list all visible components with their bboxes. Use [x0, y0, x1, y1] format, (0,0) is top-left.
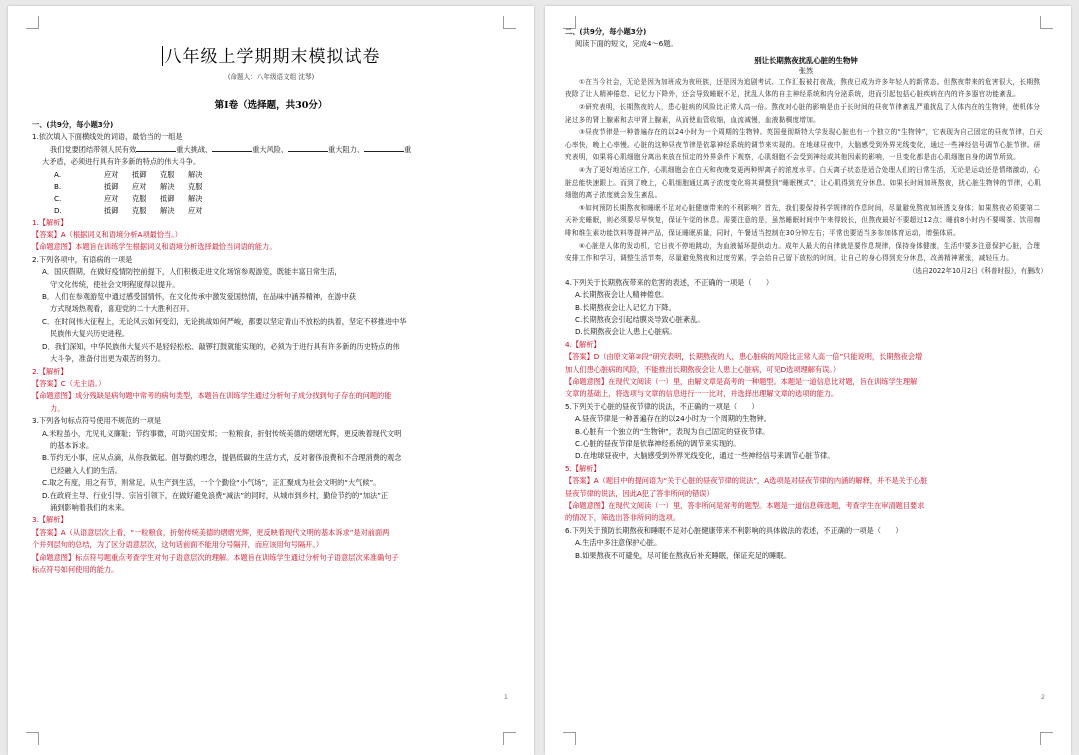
part-heading: 一、(共9分，每小题3分): [32, 120, 114, 129]
option-text: D.长期熬夜会让人患上心脏病。: [575, 327, 677, 337]
option-text: 的基本诉求。: [50, 440, 94, 450]
question-2: 2.下列各项中，有语病的一项是: [32, 254, 133, 264]
question-1-options: A. 应对 抵御 克服 解决 B. 抵御 应对 解决 克服 C. 应对 克服 抵御 解决 D. 抵御 克服 解决 应对: [54, 169, 203, 215]
document-page-2: [545, 6, 1071, 755]
option-text: A.长期熬夜会让人精神倦怠。: [575, 290, 669, 300]
crop-mark: [563, 732, 576, 745]
crop-mark: [1040, 732, 1053, 745]
intent-text: 文章的基础上，将选项与文章的信息进行一一比对，并选择出理解文章的选项的能力。: [565, 389, 839, 399]
document-title: 八年级上学期期末模拟试卷: [32, 42, 510, 67]
intent-text: 【命题意图】在现代文阅读（一）里，答非所问是常考的题型。本题是一道信息筛选题，考查学生在审清题目要求: [565, 501, 925, 511]
question-1-text: 我们党要团结带领人民有效 重大挑战、 重大风险、 重大阻力、 重: [50, 144, 412, 154]
option-text: A．国庆假期，在做好疫情防控前提下，人们积极走进文化场馆参观游览，既能丰富日常生活，: [42, 267, 342, 277]
answer-text: 【答案】A（题目中的提问语为“关于心脏的昼夜节律的说法”，A选项是对昼夜节律的内涵的解释，并不是关于心脏: [565, 476, 928, 486]
section-heading: 第Ⅰ卷（选择题，共30分）: [214, 100, 328, 111]
answer-label: 5.【解析】: [565, 463, 601, 473]
page-number: 1: [503, 693, 508, 701]
question-1-text-cont: 大矛盾，必须进行具有许多新的特点的伟大斗争。: [42, 157, 201, 167]
option-text: C.取之有度，用之有节，则常足。从生产到生活，一个个勤俭“小气场”，正汇聚成为社会文明的“大气候”。: [42, 478, 381, 488]
option-text: B.节约无小事，应从点滴，从你我做起。倡导勤约理念，提倡低碳的生活方式，反对奢侈浪费和不合理消费的观念: [42, 453, 402, 463]
page-number: 2: [1040, 693, 1045, 701]
page-content[interactable]: [565, 26, 1047, 562]
page-content[interactable]: [32, 12, 510, 576]
answer-text: 【答案】A（从语意层次上看，“一粒粮食，折射传统美德的熠熠光辉，更反映着现代文明的基本诉求”是对前面两: [32, 527, 390, 537]
article-paragraph: ①在当今社会，无论是因为加班成为夜班族，还是因为追剧考试、工作汇报被打夜战，熬夜已成为许多年轻人的新常态。但熬夜带来的危害很大，长期熬夜除了让人精神倦怠、记忆力下降外，还会导致睡眠不足，扰乱人体的自主神经系统和内分泌系统，进而引起包括心脏疾病在内的许多器官功能紊乱。: [565, 77, 1041, 99]
answer-label: 3.【解析】: [32, 515, 68, 525]
option-text: C．在时间伟大征程上，无论风云如何变幻，无论挑战如何严峻，都要以坚定青山不放松的执着，坚定不移推进中华: [42, 316, 407, 326]
intent-text: 【命题意图】标点符号题重点考查学生对句子语意层次的理解。本题旨在训练学生通过分析句子语意层次来准确句子: [32, 552, 399, 562]
option-text: A.生活中多注意保护心脏。: [575, 538, 662, 548]
article-paragraph: ④为了更好地适应工作，心肌细胞会在白天和夜晚变更两种钾离子的浓度水平。白天离子状态是适合处理人们的日常生活，无论是运动还是情绪激动，心脏总能快速跟上。而到了晚上，心肌细胞通过离子浓度变化将其调整到“睡眠模式”，让心肌得到充分休息。如果长时间加班熬夜，扰心脏生物钟的节律，心肌细胞的离子浓度就会发生紊乱。: [565, 165, 1042, 200]
article-source: （选自2022年10月2日《科普时报》，有删改）: [908, 266, 1047, 275]
answer-label: 2.【解析】: [32, 366, 68, 376]
intent-text: 【命题意图】成分残缺是病句题中常考的病句类型，本题旨在训练学生通过分析句子成分找到句子存在的问题的能: [32, 391, 392, 401]
intent-text: 力。: [50, 403, 65, 413]
part-heading: 二、(共9分，每小题3分): [565, 27, 647, 36]
article-paragraph: ⑤如何预防长期熬夜和睡眠不足对心脏健康带来的不利影响？首先，我们要保持科学规律的作息时间，尽量避免熬夜加班透支身体；如果熬夜必须要第二天补充睡眠，则必须要尽早恢复，保证午觉的休息。需要注意的是，虽然睡眠时间中午来得较长，但熬夜最好不要超过12点；睡前8小时内不要喝茶、饮用咖啡和维生素功能饮料等提神产品，保证睡眠质量，同时，午餐适当控制在30分钟左右；平常也要适当多参加体育运动，增强体质。: [565, 203, 1041, 237]
answer-text: 昼夜节律的说法，因此A犯了答非所问的错误）: [565, 488, 714, 498]
option-text: B.如果熬夜不可避免，尽可能在熬夜后补充睡眠，保证充足的睡眠。: [575, 550, 791, 560]
intent-text: 【命题意图】在现代文阅读（一）里，由解文章是高考的一种题型。本题是一道信息比对题，旨在训练学生理解: [565, 376, 918, 386]
question-4: 4.下列关于长期熬夜带来的危害的表述，不正确的一项是（ ）: [565, 277, 774, 287]
answer-text: 【答案】C（无主语。）: [32, 378, 106, 388]
answer-label: 1.【解析】: [32, 217, 68, 227]
question-3: 3.下列各句标点符号使用不规范的一项是: [32, 416, 162, 426]
option-text: C.长期熬夜会引起结膜炎导致心脏紊乱。: [575, 314, 705, 324]
article-title: 别让长期熬夜扰乱心脏的生物钟: [754, 55, 858, 65]
intent-text: 【命题意图】本题旨在训练学生根据词义和语境分析选择最恰当词语的能力。: [32, 242, 277, 252]
article-author: 张然: [799, 66, 813, 75]
reading-intro: 阅读下面的短文，完成4～6题。: [575, 39, 678, 49]
option-text: A.米粒虽小，尤见礼义廉耻；节约事微，可助兴国安邦；一粒粮食，折射传统美德的熠熠光辉，更反映着现代文明: [42, 428, 402, 438]
crop-mark: [503, 732, 516, 745]
intent-text: 标点符号如何使用的能力。: [32, 565, 119, 574]
question-1: 1.依次填入下面横线处的词语，最恰当的一组是: [32, 132, 183, 142]
option-text: C.心脏的昼夜节律是依靠神经系统的调节来实现的。: [575, 439, 741, 448]
option-text: D．我们深知，中华民族伟大复兴不是轻轻松松、敲锣打鼓就能实现的，必须为于进行具有许多新的历史特点的伟: [42, 341, 400, 351]
option-text: D.在地球昼夜中，大脑感受到外界光线变化，通过一些神经信号来调节心脏节律。: [575, 451, 835, 461]
option-text: 守文化传统，使社会文明程度得以提升。: [50, 279, 180, 289]
option-text: 大斗争，准备付出更为艰苦的努力。: [50, 354, 166, 364]
answer-text: 加人们患心脏病的风险，不能推出长期熬夜会让人患上心脏病，可见D选项理解有误。）: [565, 364, 841, 374]
option-text: B.心脏有一个独立的“生物钟”，表现为自己固定的昼夜节律。: [575, 426, 770, 436]
document-subtitle: (命题人：八年级语文组 沈琴): [227, 73, 315, 81]
article-paragraph: ⑥心脏是人体的发动机，它日夜不停地跳动，为血液循环提供动力。成年人最大的自律就是要作息规律，保持身体健康，生活中要多注意保护心脏，合理安排工作和学习，调整生活节奏，尽量避免熬夜和过度劳累，学会给自己留下放松的时间，让自己的身心得到充分休息，改善精神紧张，减轻压力。: [565, 241, 1041, 263]
option-text: B．人们在参观游览中通过感受国情怀，在文化传承中激发爱国热情，在品味中涵养精神，在游中获: [42, 292, 356, 302]
option-text: B.长期熬夜会让人记忆力下降。: [575, 302, 676, 312]
option-text: 民族伟大复兴历史进程。: [50, 329, 130, 339]
question-5: 5.下列关于心脏的昼夜节律的说法，不正确的一项是（ ）: [565, 401, 759, 411]
option-text: 方式现场热观看，喜迎党的二十大胜利召开。: [50, 304, 194, 314]
document-page-1: [8, 6, 534, 755]
article-paragraph: ②研究表明，长期熬夜的人，患心脏病的风险比正常人高一倍。熬夜对心脏的影响是由于长时间的昼夜节律紊乱严重扰乱了人体内在的生物钟，使机体分泌过多的肾上腺素和去甲肾上腺素，从而使血管收缩，血流减慢，血液黏稠度增加。: [565, 103, 1041, 124]
answer-text: 个并列层句的总结，为了区分语意层次，这句话前面不能用分号隔开，而应该用句号隔开。）: [32, 540, 324, 550]
option-text: A.昼夜节律是一种普遍存在的以24小时为一个周期的生物钟。: [575, 414, 771, 424]
answer-label: 4.【解析】: [565, 339, 601, 349]
crop-mark: [26, 732, 39, 745]
question-6: 6.下列关于预防长期熬夜和睡眠不足对心脏健康带来不利影响的具体做法的表述，不正确的一项是（ ）: [565, 525, 903, 535]
article-paragraph: ③昼夜节律是一种普遍存在的以24小时为一个周期的生物钟。英国曼彻斯特大学发现心脏也有一个独立的“生物钟”，它表现为自己固定的昼夜节律，白天心率快，晚上心率慢。心脏的这种昼夜节律是依靠神经系统的调节来实现的。在地球昼夜中，大脑感受到外界光线变化，通过一些神经信号调节心脏节律。研究表明，如果将心肌细胞分离出来放在恒定的外界条件下观察，心肌细胞不会受到神经或其他因素的影响，一旦变化都是由心肌细胞自身的调节所致。: [565, 128, 1043, 162]
option-text: 已经融入人们的生活。: [50, 465, 122, 475]
option-text: 涌到影响着我们的未来。: [50, 502, 130, 512]
intent-text: 的情况下，筛选出答非所问的选项。: [565, 513, 681, 523]
text-cursor: [162, 46, 163, 66]
option-text: D.在政府主导、行业引导、宗旨引领下，在做好避免浪费“减法”的同时，从城市到乡村，勤俭节约的“加法”正: [42, 490, 389, 500]
answer-text: 【答案】A（根据词义和语境分析A项最恰当。）: [32, 230, 182, 240]
answer-text: 【答案】D（由原文第②段“研究表明，长期熬夜的人，患心脏病的风险比正常人高一倍”只能说明，长期熬夜会增: [565, 352, 923, 362]
